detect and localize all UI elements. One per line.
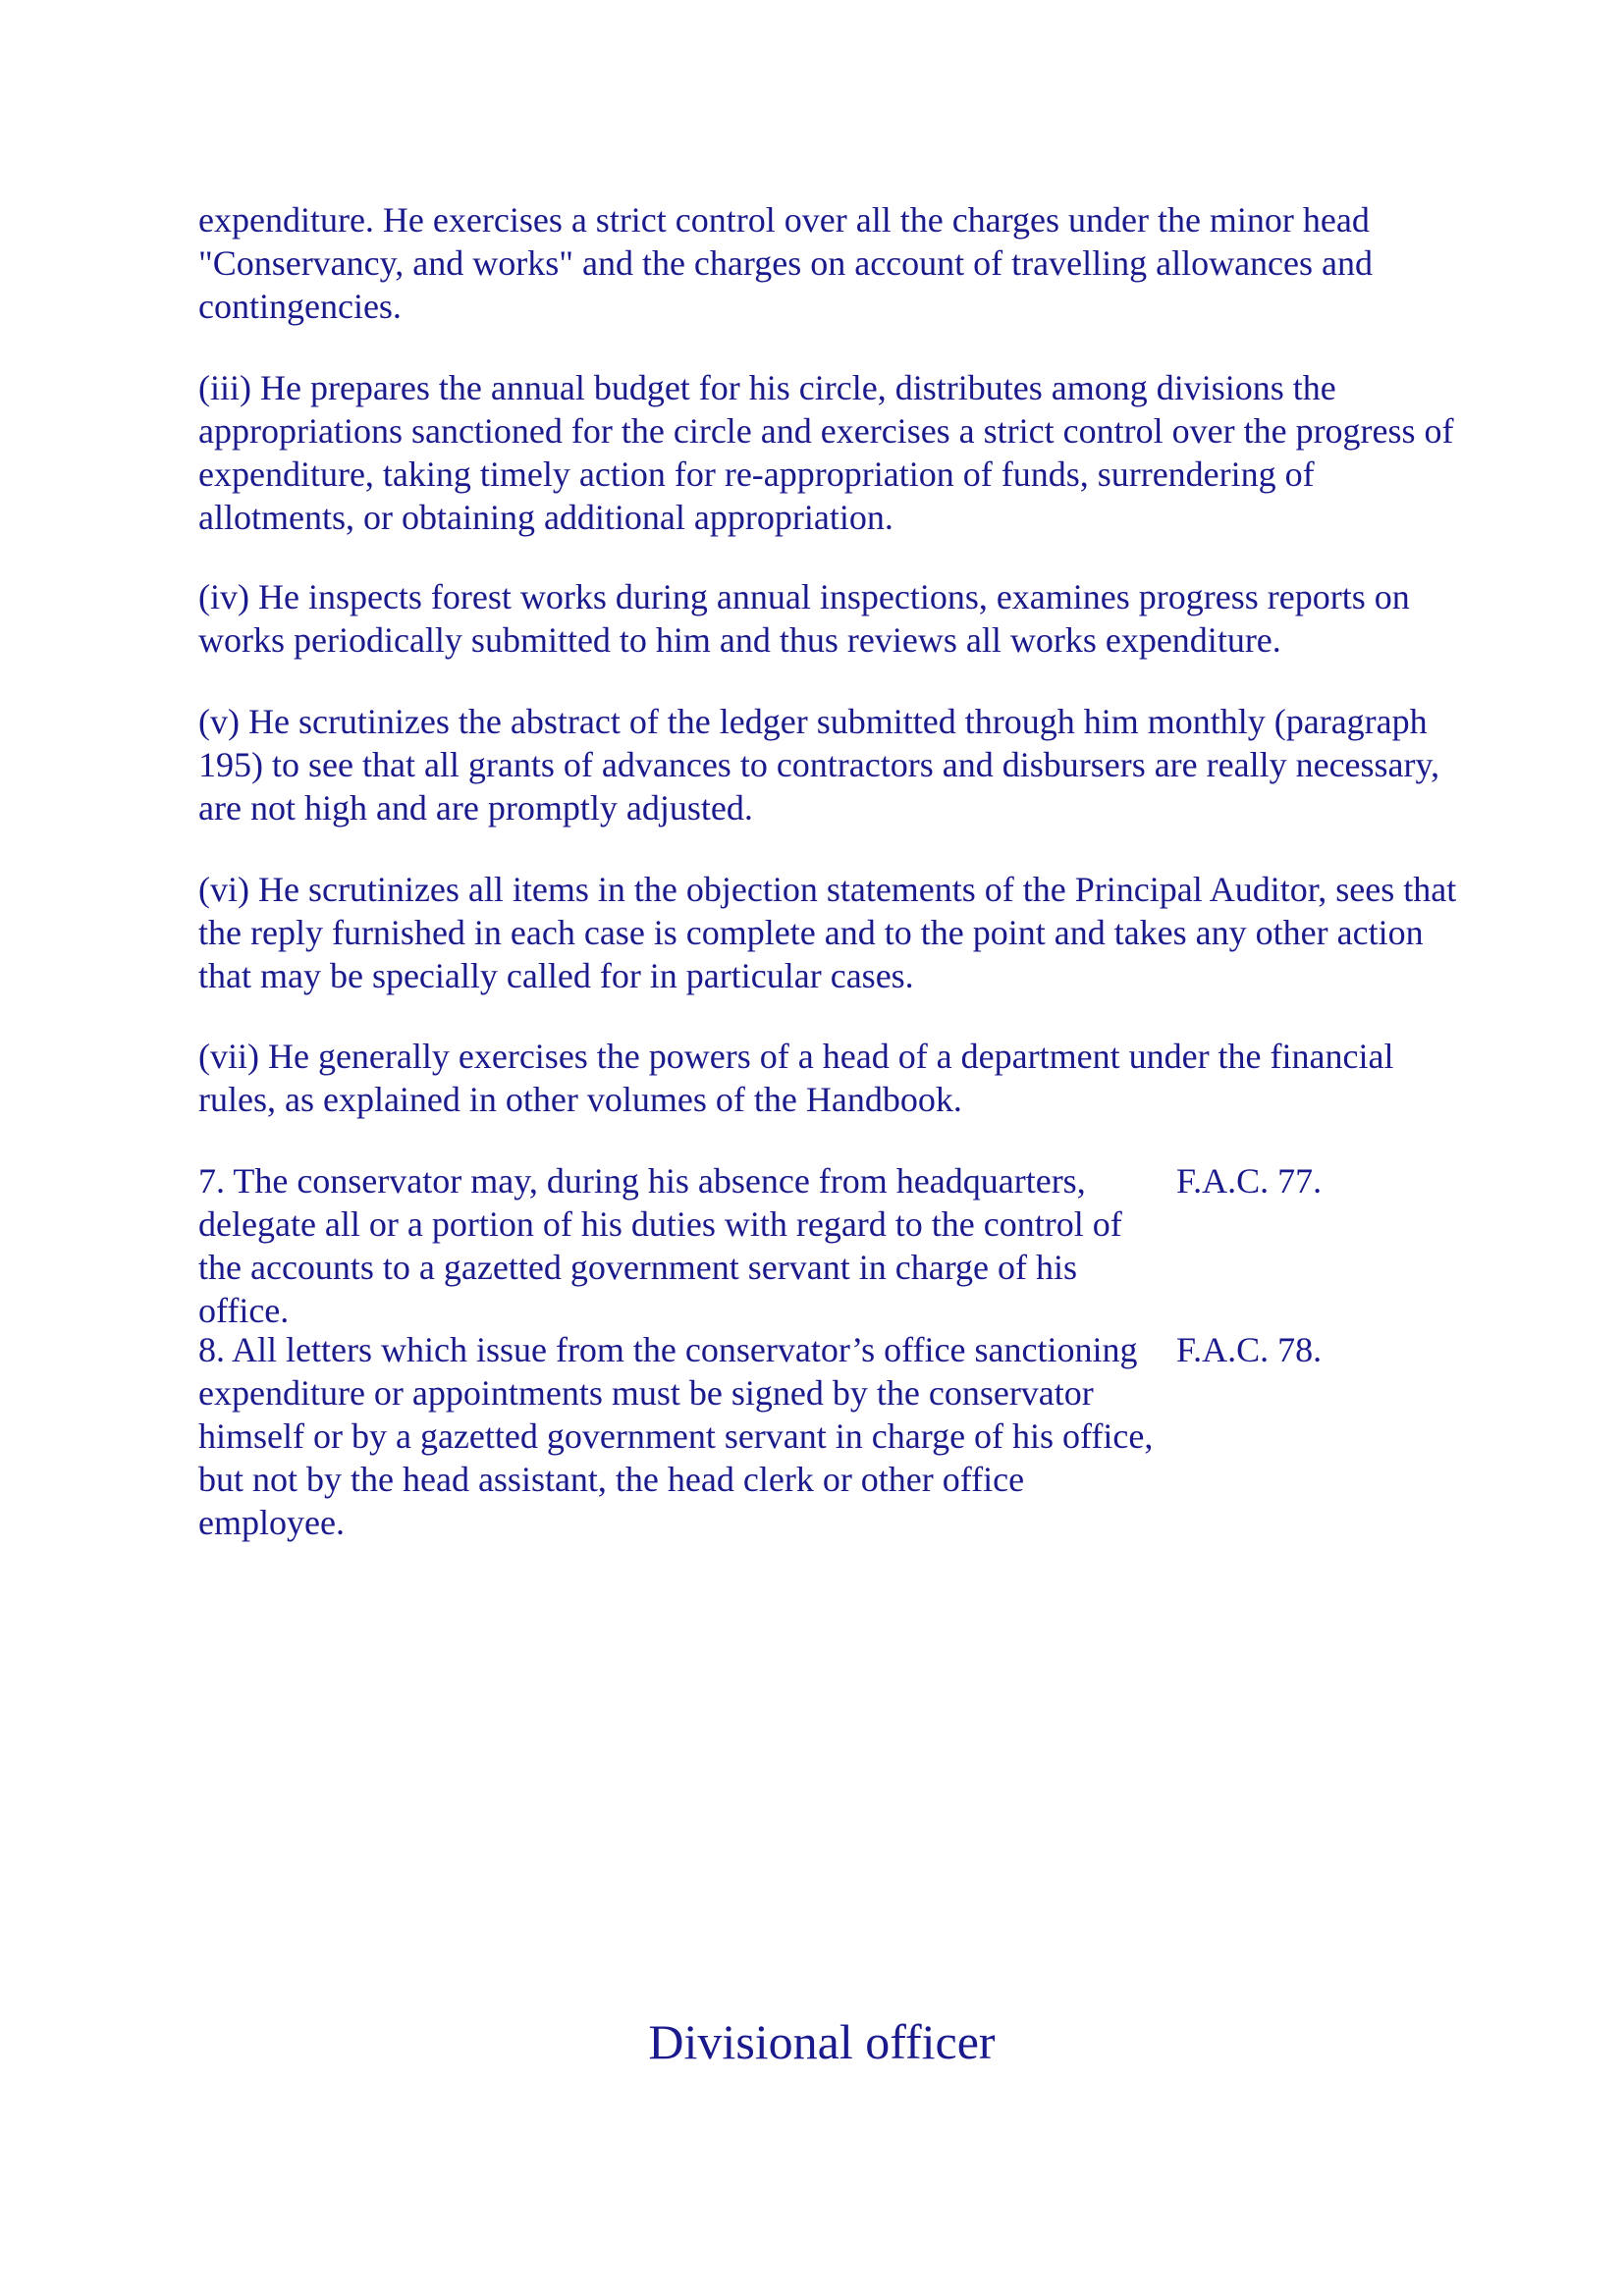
- rule-7-text: 7. The conservator may, during his absence from headquarters, delegate all or a portion of his duties with regard to the control of the accounts to a gazetted government servant in charge of his office.: [198, 1161, 1122, 1330]
- paragraph-iv-inspections: (iv) He inspects forest works during annual inspections, examines progress reports on works periodically submitted to him and thus reviews all works expenditure.: [198, 577, 1410, 660]
- rule-8-reference: F.A.C. 78.: [1176, 1330, 1323, 1369]
- section-heading: Divisional officer: [648, 2014, 996, 2069]
- paragraph-v-ledger-abstract: (v) He scrutinizes the abstract of the ledger submitted through him monthly (paragraph 195) to see that all grants of advances to contractors and disbursers are really necessary, are not high and are promptly adjusted.: [198, 702, 1440, 828]
- rule-7-reference: F.A.C. 77.: [1176, 1161, 1323, 1201]
- paragraph-iii-annual-budget: (iii) He prepares the annual budget for his circle, distributes among divisions the appropriations sanctioned for the circle and exercises a strict control over the progress of expenditure, taking timely action for re-appropriation of funds, surrendering of allotments, or obtaining additional appropriation.: [198, 368, 1454, 537]
- paragraph-vi-objection-statements: (vi) He scrutinizes all items in the objection statements of the Principal Auditor, sees that the reply furnished in each case is complete and to the point and takes any other action that may be specially called for in particular cases.: [198, 870, 1457, 995]
- rule-8-text: 8. All letters which issue from the conservator’s office sanctioning expenditure or appointments must be signed by the conservator himself or by a gazetted government servant in charge of his office, but not by the head assistant, the head clerk or other office employee.: [198, 1330, 1154, 1542]
- paragraph-expenditure-control: expenditure. He exercises a strict control over all the charges under the minor head "Conservancy, and works" and the charges on account of travelling allowances and contingencies.: [198, 200, 1373, 326]
- paragraph-vii-head-of-department: (vii) He generally exercises the powers of a head of a department under the financial rules, as explained in other volumes of the Handbook.: [198, 1037, 1394, 1119]
